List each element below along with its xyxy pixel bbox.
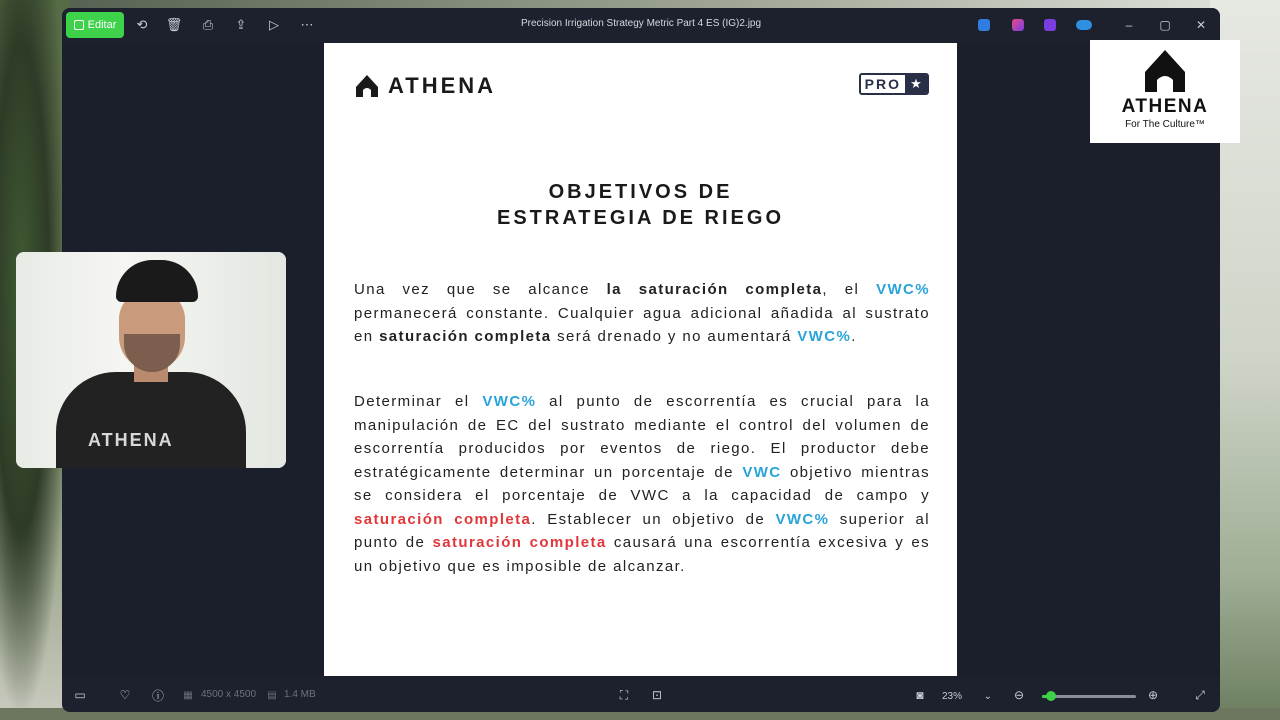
presenter-shirt <box>56 372 246 468</box>
favorite-icon[interactable]: ♡ <box>119 688 131 702</box>
file-size: 1.4 MB <box>284 689 316 700</box>
edit-label: Editar <box>87 19 117 31</box>
view-mode-icon[interactable]: ◙ <box>916 688 924 702</box>
athena-logo <box>354 73 496 99</box>
app-shortcut-icon[interactable] <box>1012 19 1024 31</box>
more-options-icon[interactable]: ⋯ <box>300 17 314 32</box>
title-line: ESTRATEGIA DE RIEGO <box>496 207 785 229</box>
app-shortcut-icon[interactable] <box>978 19 990 31</box>
title-bar <box>62 8 1220 42</box>
zoom-slider-handle[interactable] <box>1046 691 1056 701</box>
image-dimensions: 4500 x 4500 <box>201 689 257 700</box>
fit-to-window-icon[interactable]: ⛶ <box>619 687 629 702</box>
overlay-tagline: For The Culture™ <box>1125 119 1205 130</box>
paragraph-1: Una vez que se alcance la saturación completa, el VWC% permanecerá constante. Cualquier agua adicional añadida al sustrato en saturación completa será drenado y no aumentará VWC%. <box>354 281 930 345</box>
image-size-icon: ▦ <box>183 689 193 701</box>
zoom-select[interactable] <box>936 686 998 706</box>
close-icon[interactable]: ✕ <box>1195 18 1207 32</box>
pro-badge <box>859 73 929 95</box>
zoom-out-icon[interactable]: ⊖ <box>1013 688 1025 702</box>
overlay-brand-name: ATHENA <box>1121 96 1209 117</box>
delete-icon[interactable]: 🗑 <box>165 17 183 32</box>
fullscreen-icon[interactable]: ⤢ <box>1195 687 1205 702</box>
athena-mark-icon <box>1142 48 1188 94</box>
star-icon: ★ <box>905 75 927 93</box>
athena-brand-overlay <box>1090 40 1240 143</box>
title-line: OBJETIVOS DE <box>548 181 733 203</box>
slideshow-icon[interactable]: ▷ <box>269 17 279 32</box>
shirt-logo: ATHENA <box>88 430 174 450</box>
pro-badge-text: PRO <box>864 76 901 92</box>
info-icon[interactable]: ⓘ <box>151 688 164 703</box>
displayed-image <box>324 43 957 676</box>
window-title: Precision Irrigation Strategy Metric Part 4 ES (IG)2.jpg <box>520 18 762 29</box>
paragraph-2: Determinar el VWC% al punto de escorrentía es crucial para la manipulación de EC del sustrato mediante el control del volumen de escorrentía producidos por eventos de riego. El productor debe estratégicamente determinar un porcentaje de VWC objetivo mientras se considera el porcentaje de VWC a la capacidad de campo y saturación completa. Establecer un objetivo de VWC% superior al punto de saturación completa causará una escorrentía excesiva y es un objetivo que es imposible de alcanzar. <box>354 393 931 575</box>
page-title <box>324 179 957 231</box>
minimize-icon[interactable]: – <box>1125 18 1133 32</box>
app-shortcut-icon[interactable] <box>1044 19 1056 31</box>
onedrive-icon[interactable] <box>1076 20 1092 30</box>
zoom-in-icon[interactable]: ⊕ <box>1147 688 1159 702</box>
print-icon[interactable]: ⎙ <box>202 17 214 32</box>
brand-name: ATHENA <box>388 73 497 98</box>
athena-mark-icon <box>354 73 380 99</box>
maximize-icon[interactable]: ▢ <box>1159 18 1171 32</box>
status-bar <box>62 678 1220 712</box>
share-icon[interactable]: ⇪ <box>235 17 247 32</box>
file-size-icon: ▤ <box>267 689 277 701</box>
actual-size-icon[interactable]: ⊡ <box>651 688 663 702</box>
filmstrip-icon[interactable]: ▭ <box>74 688 86 702</box>
zoom-slider[interactable] <box>1042 695 1136 698</box>
webcam-presenter <box>16 252 286 468</box>
chevron-down-icon: ⌄ <box>983 690 992 702</box>
rotate-icon[interactable]: ⟲ <box>136 17 148 32</box>
zoom-value: 23% <box>942 690 963 702</box>
